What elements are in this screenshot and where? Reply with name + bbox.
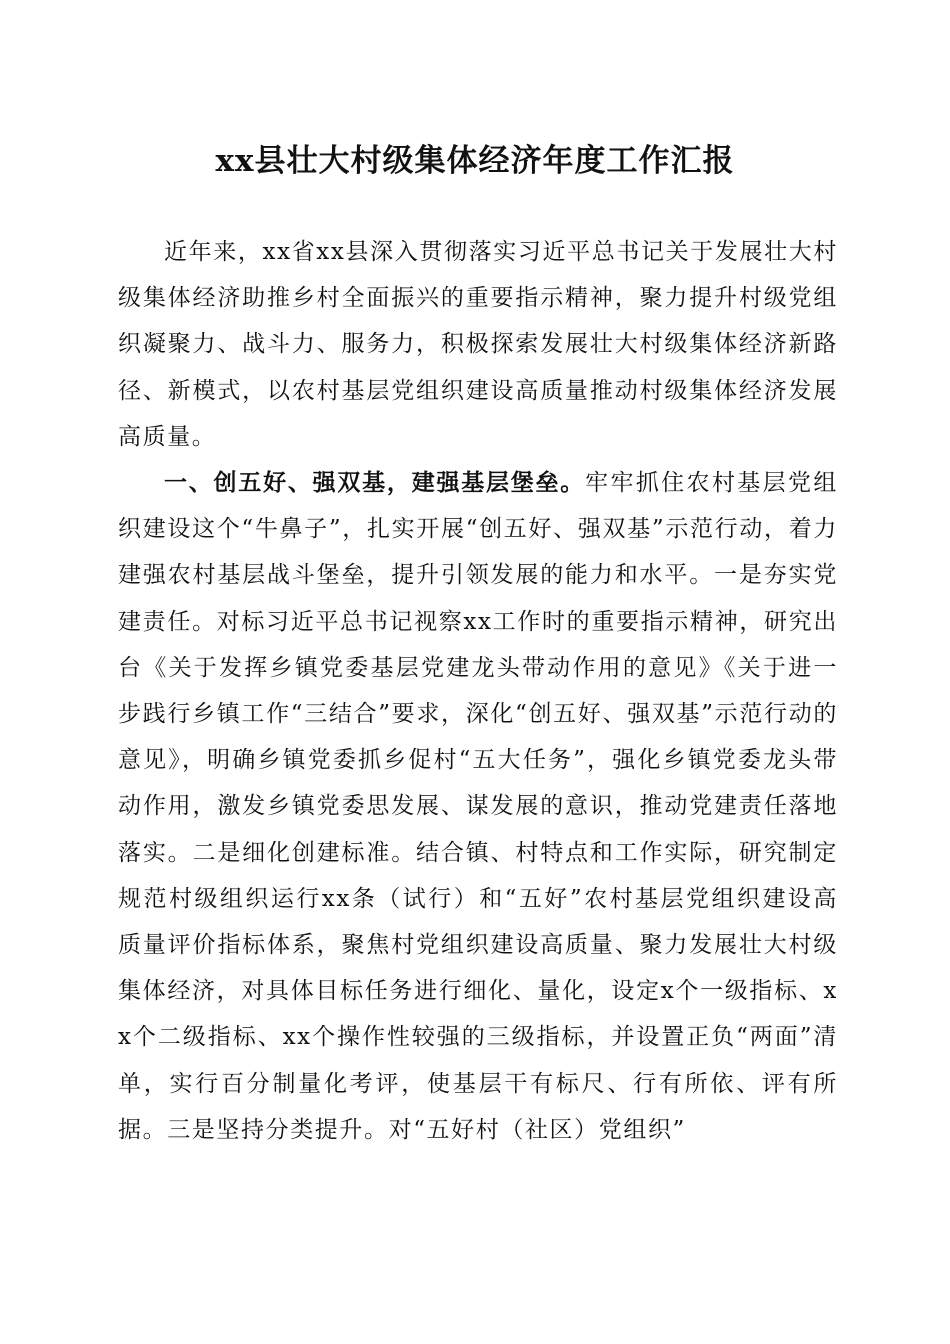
section-1-paragraph [118, 460, 838, 1153]
document-title: xx县壮大村级集体经济年度工作汇报 [215, 143, 735, 179]
document-body [118, 229, 838, 1153]
section-1-text: 牢牢抓住农村基层党组织建设这个“牛鼻子”，扎实开展“创五好、强双基”示范行动，着力建强农村基层战斗堡垒，提升引领发展的能力和水平。一是夯实党建责任。对标习近平总书记视察xx工作时的重要指示精神，研究出台《关于发挥乡镇党委基层党建龙头带动作用的意见》《关于进一步践行乡镇工作“三结合”要求，深化“创五好、强双基”示范行动的意见》，明确乡镇党委抓乡促村“五大任务”，强化乡镇党委龙头带动作用，激发乡镇党委思发展、谋发展的意识，推动党建责任落地落实。二是细化创建标准。结合镇、村特点和工作实际，研究制定规范村级组织运行xx条（试行）和“五好”农村基层党组织建设高质量评价指标体系，聚焦村党组织建设高质量、聚力发展壮大村级集体经济，对具体目标任务进行细化、量化，设定x个一级指标、xx个二级指标、xx个操作性较强的三级指标，并设置正负“两面”清单，实行百分制量化考评，使基层干有标尺、行有所依、评有所据。三是坚持分类提升。对“五好村（社区）党组织” [118, 470, 839, 1143]
intro-paragraph: 近年来，xx省xx县深入贯彻落实习近平总书记关于发展壮大村级集体经济助推乡村全面振兴的重要指示精神，聚力提升村级党组织凝聚力、战斗力、服务力，积极探索发展壮大村级集体经济新路径、新模式，以农村基层党组织建设高质量推动村级集体经济发展高质量。 [118, 239, 838, 450]
section-1-heading: 一、创五好、强双基，建强基层堡垒。 [164, 470, 586, 497]
